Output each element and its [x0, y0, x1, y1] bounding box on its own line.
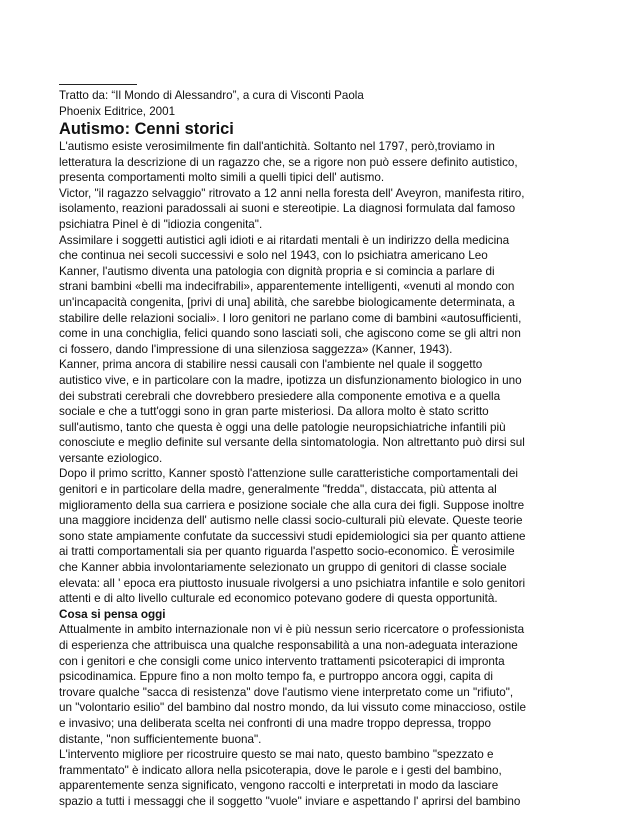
paragraph-line: Kanner, prima ancora di stabilire nessi causali con l'ambiente nel quale il soggetto	[59, 358, 483, 372]
section-body	[59, 139, 581, 607]
paragraph	[59, 466, 581, 606]
paragraph-line: Attualmente in ambito internazionale non vi è più nessun serio ricercatore o professionista	[59, 623, 525, 637]
document-page	[59, 70, 581, 810]
paragraph-line: miglioramento della sua carriera e posizione sociale che alla cura dei figli. Suppose inoltre	[59, 498, 525, 512]
paragraph-line: apparentemente senza significato, vengono raccolti e interpretati in modo da lasciare	[59, 779, 499, 793]
paragraph	[59, 622, 581, 747]
paragraph-line: conosciute e meglio definite sul versante della sintomatologia. Non altrettanto può dirsi sul	[59, 436, 525, 450]
source-line-2: Phoenix Editrice, 2001	[59, 104, 176, 118]
paragraph-line: trovare qualche "sacca di resistenza" dove l'autismo viene interpretato come un "rifiuto",	[59, 685, 514, 699]
footnote-rule	[59, 70, 137, 85]
paragraph-line: genitori e in particolare della madre, generalmente "fredda", distaccata, più attenta al	[59, 483, 497, 497]
paragraph-line: elevata: all ' epoca era piuttosto inusuale rivolgersi a uno psichiatra infantile e solo genitori	[59, 576, 526, 590]
paragraph-line: psichiatra Pinel è di "idiozia congenita".	[59, 217, 263, 231]
paragraph-line: ci fossero, dando l'impressione di una silenziosa saggezza» (Kanner, 1943).	[59, 342, 453, 356]
paragraph-line: letteratura la descrizione di un ragazzo che, se a rigore non può essere definito autistico,	[59, 155, 518, 169]
paragraph	[59, 186, 581, 233]
paragraph-line: di esperienza che attribuisca una qualche responsabilità a una non-adeguata interazione	[59, 639, 518, 652]
paragraph-line: versante eziologico.	[59, 451, 163, 465]
paragraph-line: Dopo il primo scritto, Kanner spostò l'attenzione sulle caratteristiche comportamentali dei	[59, 467, 518, 481]
paragraph-line: sono state ampiamente confutate da successivi studi epidemiologici sia per quanto attiene	[59, 529, 526, 543]
paragraph-line: sociale e che a tutt'oggi sono in gran parte misteriosi. Da allora molto è stato scritto	[59, 405, 489, 419]
paragraph-line: Kanner, l'autismo diventa una patologia con dignità propria e si comincia a parlare di	[59, 264, 495, 278]
paragraph-line: L'intervento migliore per ricostruire questo se mai nato, questo bambino "spezzato e	[59, 748, 494, 762]
subsection-body	[59, 622, 581, 809]
paragraph-line: dei substrati cerebrali che dovrebbero presiedere alla componente emotiva e a quella	[59, 389, 501, 403]
paragraph-line: stabilire delle relazioni sociali». I loro genitori ne parlano come di bambini «autosufficienti,	[59, 311, 522, 325]
paragraph-line: autistico vive, e in particolare con la madre, ipotizza un disfunzionamento biologico in uno	[59, 373, 522, 387]
paragraph-line: e invasivo; una deliberata scelta nei confronti di una madre troppo depressa, troppo	[59, 716, 492, 730]
section-title: Autismo: Cenni storici	[59, 120, 234, 138]
paragraph	[59, 747, 581, 809]
paragraph-line: una maggiore incidenza dell' autismo nelle classi socio-culturali più elevate. Queste teorie	[59, 514, 523, 528]
paragraph-line: con i genitori e che consigli come unico intervento trattamenti psicoterapici di impronta	[59, 654, 505, 668]
paragraph-line: isolamento, reazioni paradossali ai suoni e stereotipie. La diagnosi formulata dal famoso	[59, 202, 516, 216]
paragraph-line: un "volontario esilio" del bambino dal nostro mondo, da lui vissuto come minaccioso, ostile	[59, 701, 526, 715]
paragraph-line: che continua nei secoli successivi e solo nel 1943, con lo psichiatra americano Leo	[59, 249, 488, 263]
paragraph-line: L'autismo esiste verosimilmente fin dall'antichità. Soltanto nel 1797, però,troviamo in	[59, 140, 495, 153]
paragraph-line: psicodinamica. Eppure fino a non molto tempo fa, e purtroppo ancora oggi, capita di	[59, 670, 494, 684]
paragraph-line: ai tratti comportamentali sia per quanto riguarda l'aspetto socio-economico. È verosimile	[59, 545, 515, 559]
paragraph-line: distante, "non sufficientemente buona".	[59, 732, 262, 746]
paragraph-line: attenti e di alto livello culturale ed economico potevano godere di questa opportunità.	[59, 592, 498, 606]
subsection-title: Cosa si pensa oggi	[59, 607, 166, 621]
paragraph-line: spazio a tutti i messaggi che il soggetto "vuole" inviare e aspettando l' aprirsi del bambino	[59, 794, 521, 808]
paragraph	[59, 139, 581, 186]
paragraph	[59, 233, 581, 358]
paragraph-line: che Kanner abbia involontariamente selezionato un gruppo di genitori di classe sociale	[59, 561, 507, 575]
paragraph-line: come in una conchiglia, felici quando sono lasciati soli, che agiscono come se gli altri non	[59, 327, 521, 341]
paragraph	[59, 357, 581, 466]
source-line-1: Tratto da: “Il Mondo di Alessandro”, a cura di Visconti Paola	[59, 89, 364, 102]
paragraph-line: un'incapacità congenita, [privi di una] abilità, che sarebbe biologicamente determinata, a	[59, 295, 515, 309]
paragraph-line: Assimilare i soggetti autistici agli idioti e ai ritardati mentali è un indirizzo della medicina	[59, 233, 510, 247]
paragraph-line: Victor, "il ragazzo selvaggio" ritrovato a 12 anni nella foresta dell' Aveyron, manifesta ritiro,	[59, 186, 525, 200]
paragraph-line: strani bambini «belli ma indecifrabili», apparentemente intelligenti, «venuti al mondo con	[59, 280, 515, 294]
paragraph-line: presenta comportamenti molto simili a quelli tipici dell' autismo.	[59, 171, 385, 185]
paragraph-line: frammentato" è indicato allora nella psicoterapia, dove le parole e i gesti del bambino,	[59, 763, 502, 777]
paragraph-line: sull'autismo, tanto che questa è oggi una delle patologie neuropsichiatriche infantili più	[59, 420, 506, 434]
